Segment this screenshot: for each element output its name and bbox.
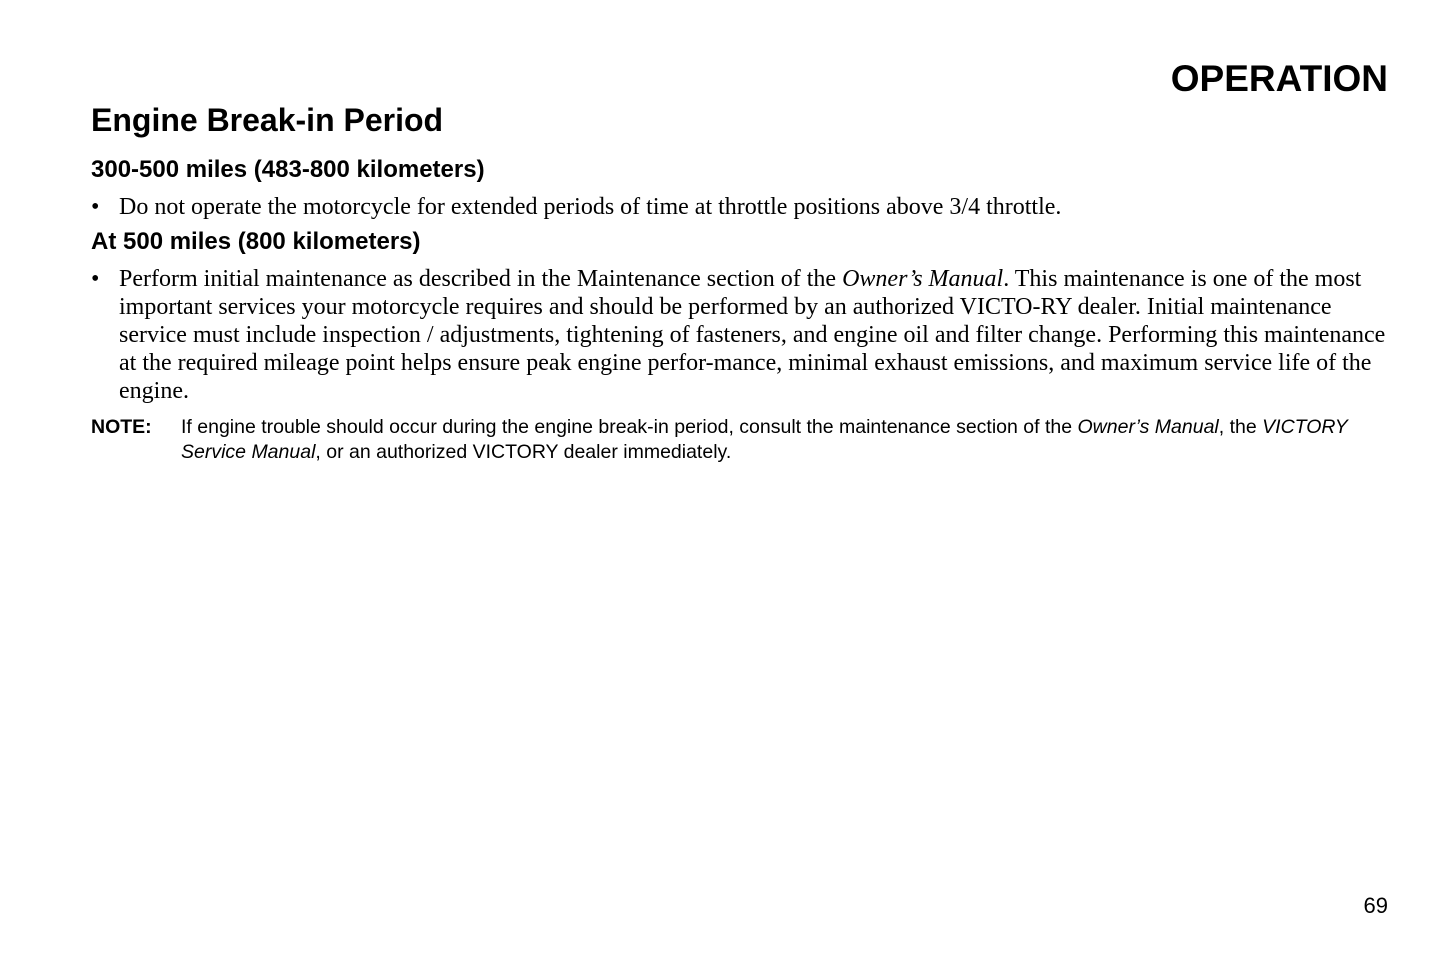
owners-manual-reference: Owner’s Manual — [1077, 416, 1219, 438]
page-title: Engine Break-in Period — [91, 102, 444, 138]
note-label: NOTE: — [91, 416, 152, 438]
page-content — [91, 100, 1391, 465]
note-text-part1: If engine trouble should occur during the engine break-in period, consult the maintenance section of the — [181, 416, 1078, 438]
subheading-300-500-miles: 300-500 miles (483-800 kilometers) — [91, 156, 485, 183]
bullet-text: Do not operate the motorcycle for extended periods of time at throttle positions above 3/4 throttle. — [119, 194, 1062, 220]
manual-reference: Owner’s Manual — [842, 266, 1004, 292]
note-text — [181, 415, 1391, 465]
bullet-icon: • — [91, 194, 100, 220]
subheading-500-miles: At 500 miles (800 kilometers) — [91, 228, 421, 255]
bullet-list-300-500-miles — [91, 193, 1391, 221]
service-manual-reference: VICTORY Service Manual — [181, 416, 1348, 463]
section-header: OPERATION — [1170, 58, 1388, 99]
note-block — [91, 415, 1391, 465]
bullet-icon: • — [91, 266, 100, 292]
list-item — [91, 265, 1391, 405]
bullet-text-after: . This maintenance is one of the most important services your motorcycle requires and should be performed by an authorized VICTO-RY dealer. Initial maintenance service must include inspection / adjustments, tightening of fasteners, and engine oil and filter change. Performing this maintenance at the required mileage point helps ensure peak engine perfor-mance, minimal exhaust emissions, and maximum service life of the engine. — [119, 266, 1386, 404]
note-text-part2: , the — [1218, 416, 1263, 438]
page-number: 69 — [1363, 893, 1388, 918]
bullet-list-500-miles — [91, 265, 1391, 405]
note-text-part3: , or an authorized VICTORY dealer immediately. — [315, 441, 732, 463]
list-item — [91, 193, 1391, 221]
bullet-text-before: Perform initial maintenance as described in the Maintenance section of the — [119, 266, 843, 292]
